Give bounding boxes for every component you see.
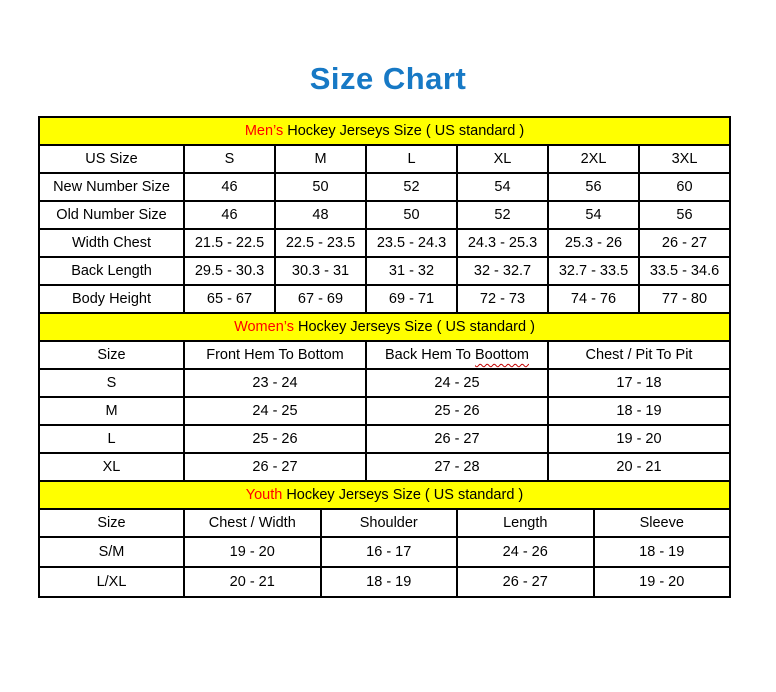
size-cell: 19 - 20: [548, 425, 730, 453]
table-row: [39, 567, 730, 597]
table-row: [39, 425, 730, 453]
size-cell: 24 - 26: [457, 537, 594, 567]
column-header: M: [275, 145, 366, 173]
table-row: [39, 257, 730, 285]
size-cell: 23.5 - 24.3: [366, 229, 457, 257]
mens-banner-rest: Hockey Jerseys Size ( US standard ): [283, 123, 525, 139]
table-row: [39, 173, 730, 201]
table-row: [39, 201, 730, 229]
column-header-back-hem: [366, 341, 548, 369]
size-cell: 52: [366, 173, 457, 201]
column-header: Chest / Pit To Pit: [548, 341, 730, 369]
table-row: [39, 397, 730, 425]
size-cell: 24.3 - 25.3: [457, 229, 548, 257]
size-cell: 72 - 73: [457, 285, 548, 313]
size-tables-container: [38, 116, 731, 598]
column-header: XL: [457, 145, 548, 173]
size-cell: 56: [639, 201, 730, 229]
row-label: L/XL: [39, 567, 184, 597]
column-header: Chest / Width: [184, 509, 321, 537]
size-cell: 25 - 26: [184, 425, 366, 453]
womens-banner-highlight: Women’s: [234, 319, 294, 335]
size-cell: 18 - 19: [594, 537, 731, 567]
table-row: [39, 285, 730, 313]
table-row: [39, 453, 730, 481]
size-cell: 56: [548, 173, 639, 201]
size-cell: 54: [548, 201, 639, 229]
size-cell: 25 - 26: [366, 397, 548, 425]
back-hem-misspelled-word: Boottom: [475, 347, 529, 363]
column-header: Size: [39, 509, 184, 537]
size-cell: 67 - 69: [275, 285, 366, 313]
row-label: L: [39, 425, 184, 453]
row-label: Back Length: [39, 257, 184, 285]
size-cell: 17 - 18: [548, 369, 730, 397]
womens-banner-rest: Hockey Jerseys Size ( US standard ): [293, 319, 535, 335]
size-cell: 19 - 20: [184, 537, 321, 567]
youth-header-row: [39, 509, 730, 537]
size-cell: 25.3 - 26: [548, 229, 639, 257]
column-header: 3XL: [639, 145, 730, 173]
size-cell: 26 - 27: [366, 425, 548, 453]
size-cell: 65 - 67: [184, 285, 275, 313]
size-cell: 19 - 20: [594, 567, 731, 597]
size-cell: 26 - 27: [184, 453, 366, 481]
mens-size-table: [38, 116, 731, 314]
table-row: [39, 369, 730, 397]
womens-banner: [39, 313, 730, 341]
size-cell: 23 - 24: [184, 369, 366, 397]
womens-size-table: [38, 312, 731, 482]
size-cell: 18 - 19: [548, 397, 730, 425]
size-cell: 26 - 27: [639, 229, 730, 257]
size-cell: 31 - 32: [366, 257, 457, 285]
size-cell: 21.5 - 22.5: [184, 229, 275, 257]
size-cell: 54: [457, 173, 548, 201]
column-header: Length: [457, 509, 594, 537]
size-cell: 30.3 - 31: [275, 257, 366, 285]
mens-banner: [39, 117, 730, 145]
youth-banner-rest: Hockey Jerseys Size ( US standard ): [282, 487, 524, 503]
column-header: Front Hem To Bottom: [184, 341, 366, 369]
column-header: US Size: [39, 145, 184, 173]
size-cell: 29.5 - 30.3: [184, 257, 275, 285]
size-cell: 50: [275, 173, 366, 201]
size-cell: 52: [457, 201, 548, 229]
size-cell: 32.7 - 33.5: [548, 257, 639, 285]
row-label: Width Chest: [39, 229, 184, 257]
table-row: [39, 537, 730, 567]
size-cell: 33.5 - 34.6: [639, 257, 730, 285]
size-cell: 18 - 19: [321, 567, 458, 597]
size-cell: 16 - 17: [321, 537, 458, 567]
youth-banner: [39, 481, 730, 509]
size-cell: 26 - 27: [457, 567, 594, 597]
column-header: Size: [39, 341, 184, 369]
mens-banner-highlight: Men’s: [244, 123, 284, 139]
size-cell: 46: [184, 201, 275, 229]
row-label: New Number Size: [39, 173, 184, 201]
size-cell: 24 - 25: [366, 369, 548, 397]
size-cell: 24 - 25: [184, 397, 366, 425]
mens-banner-row: [39, 117, 730, 145]
womens-banner-row: [39, 313, 730, 341]
youth-banner-highlight: Youth: [245, 487, 283, 503]
column-header: L: [366, 145, 457, 173]
size-cell: 77 - 80: [639, 285, 730, 313]
youth-size-table: [38, 480, 731, 598]
size-cell: 20 - 21: [548, 453, 730, 481]
size-cell: 74 - 76: [548, 285, 639, 313]
row-label: Old Number Size: [39, 201, 184, 229]
table-row: [39, 229, 730, 257]
size-cell: 22.5 - 23.5: [275, 229, 366, 257]
column-header: 2XL: [548, 145, 639, 173]
row-label: S/M: [39, 537, 184, 567]
womens-header-row: [39, 341, 730, 369]
row-label: XL: [39, 453, 184, 481]
mens-header-row: [39, 145, 730, 173]
size-cell: 48: [275, 201, 366, 229]
row-label: S: [39, 369, 184, 397]
page-title: Size Chart: [309, 61, 467, 96]
size-cell: 69 - 71: [366, 285, 457, 313]
youth-banner-row: [39, 481, 730, 509]
size-cell: 50: [366, 201, 457, 229]
size-cell: 46: [184, 173, 275, 201]
size-cell: 60: [639, 173, 730, 201]
column-header: S: [184, 145, 275, 173]
size-cell: 32 - 32.7: [457, 257, 548, 285]
column-header: Shoulder: [321, 509, 458, 537]
back-hem-prefix: Back Hem To: [385, 347, 475, 363]
size-cell: 27 - 28: [366, 453, 548, 481]
row-label: Body Height: [39, 285, 184, 313]
row-label: M: [39, 397, 184, 425]
size-cell: 20 - 21: [184, 567, 321, 597]
column-header: Sleeve: [594, 509, 731, 537]
